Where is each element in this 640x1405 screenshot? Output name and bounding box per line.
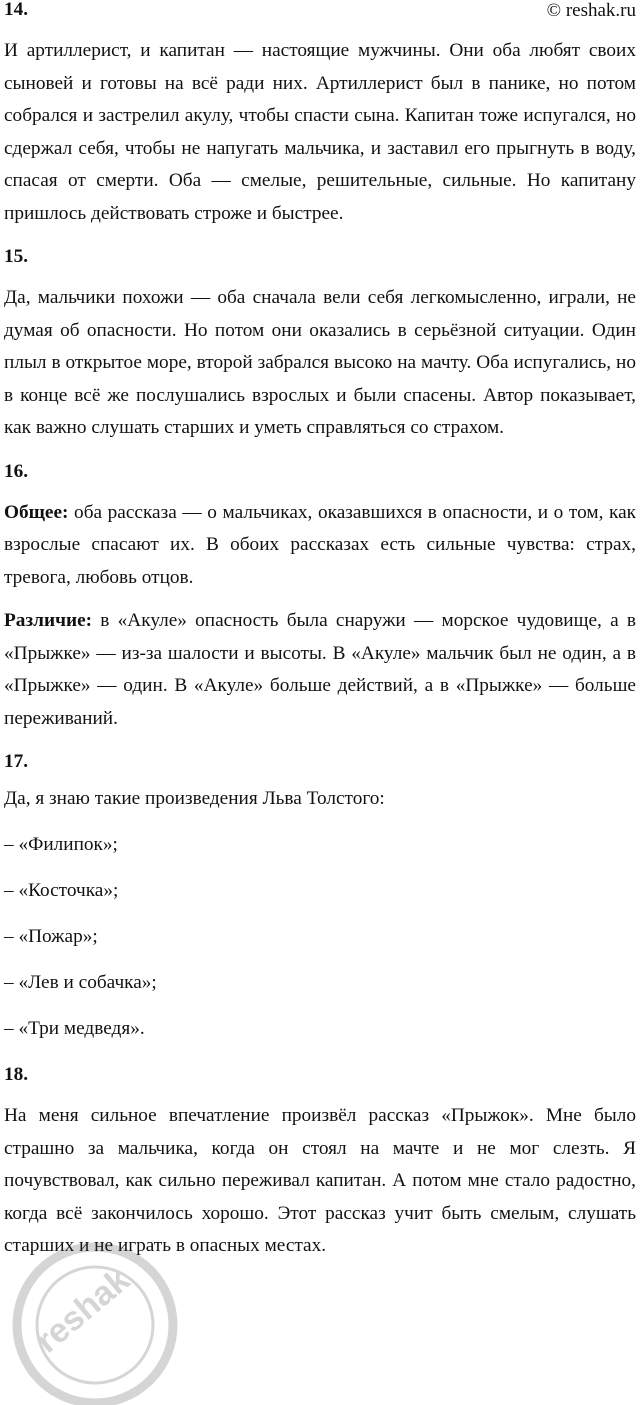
difference-label: Различие: [4, 610, 93, 631]
list-item: – «Филипок»; [4, 834, 118, 855]
site-watermark: © reshak.ru [546, 0, 636, 21]
svg-text:reshak: reshak [28, 1260, 137, 1361]
list-item: – «Пожар»; [4, 926, 98, 947]
answer-number-14: 14. [4, 0, 29, 20]
list-item: – «Три медведя». [4, 1018, 145, 1039]
answer-16-difference [4, 605, 636, 735]
answer-16-common [4, 497, 636, 595]
list-item: – «Лев и собачка»; [4, 972, 157, 993]
answer-15-text: Да, мальчики похожи — оба сначала вели себя легкомысленно, играли, не думая об опасности. Но потом они оказались в серьёзной ситуации. Один плыл в открытое море, второй забрался высоко на мачту. Оба испугались, но в конце всё же послушались взрослых и были спасены. Автор показывает, как важно слушать старших и уметь справляться со страхом. [4, 287, 636, 438]
common-text: оба рассказа — о мальчиках, оказавшихся в опасности, и о том, как взрослые спасают их. В обоих рассказах есть сильные чувства: страх, тревога, любовь отцов. [4, 501, 636, 588]
answer-number-16: 16. [4, 460, 29, 482]
common-label: Общее: [4, 501, 69, 523]
difference-text: в «Акуле» опасность была снаружи — морское чудовище, а в «Прыжке» — из-за шалости и высоты. В «Акуле» мальчик был не один, а в «Прыжке» — один. В «Акуле» больше действий, а в «Прыжке» — больше переживаний. [4, 610, 636, 729]
answer-number-17: 17. [4, 751, 29, 772]
answer-number-18: 18. [4, 1064, 29, 1085]
answer-number-15: 15. [4, 246, 29, 267]
answer-18-text: На меня сильное впечатление произвёл рассказ «Прыжок». Мне было страшно за мальчика, когда он стоял на мачте и не мог слезть. Я почувствовал, как сильно переживал капитан. А потом мне стало радостно, когда всё закончилось хорошо. Этот рассказ учит быть смелым, слушать старших и не играть в опасных местах. [4, 1105, 636, 1256]
list-item: – «Косточка»; [4, 880, 119, 901]
answer-17-intro: Да, я знаю такие произведения Льва Толстого: [4, 788, 385, 809]
answer-14-text: И артиллерист, и капитан — настоящие мужчины. Они оба любят своих сыновей и готовы на всё ради них. Артиллерист был в панике, но потом собрался и застрелил акулу, чтобы спасти сына. Капитан тоже испугался, но сдержал себя, чтобы не напугать мальчика, и заставил его прыгнуть в воду, спасая от смерти. Оба — смелые, решительные, сильные. Но капитану пришлось действовать строже и быстрее. [4, 40, 636, 224]
answers-content [4, 0, 636, 1263]
